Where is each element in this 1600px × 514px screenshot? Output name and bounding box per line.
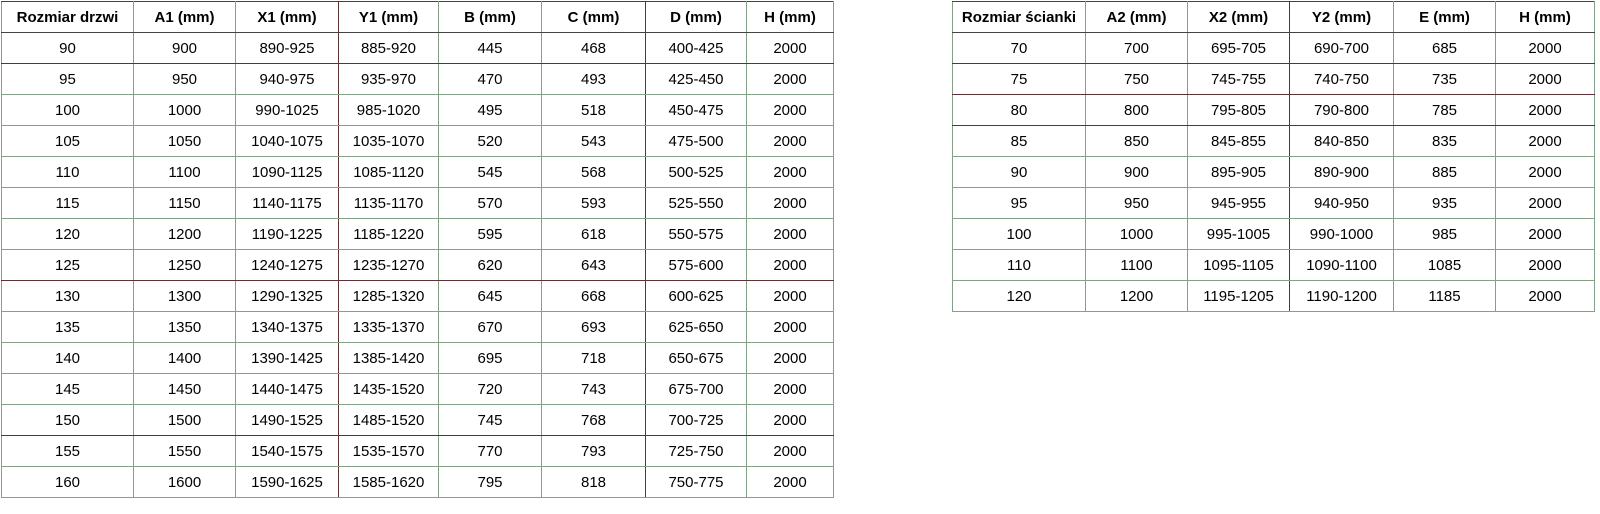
table-cell: 1240-1275 bbox=[236, 250, 339, 281]
table-cell: 990-1025 bbox=[236, 95, 339, 126]
table-cell: 90 bbox=[2, 33, 134, 64]
table-cell: 950 bbox=[134, 64, 236, 95]
table-cell: 2000 bbox=[747, 343, 834, 374]
table-cell: 1000 bbox=[1086, 219, 1188, 250]
table-cell: 1035-1070 bbox=[339, 126, 439, 157]
column-header: H (mm) bbox=[1496, 2, 1595, 33]
table-row bbox=[953, 95, 1595, 126]
table-cell: 2000 bbox=[1496, 157, 1595, 188]
table-cell: 735 bbox=[1394, 64, 1496, 95]
table-cell: 700-725 bbox=[646, 405, 747, 436]
table-row bbox=[953, 219, 1595, 250]
table-cell: 1185-1220 bbox=[339, 219, 439, 250]
table-cell: 695-705 bbox=[1188, 33, 1290, 64]
table-cell: 618 bbox=[542, 219, 646, 250]
table-cell: 1090-1125 bbox=[236, 157, 339, 188]
table-cell: 160 bbox=[2, 467, 134, 498]
table-cell: 2000 bbox=[747, 126, 834, 157]
table-cell: 110 bbox=[2, 157, 134, 188]
wall-size-table bbox=[952, 1, 1595, 312]
table-cell: 895-905 bbox=[1188, 157, 1290, 188]
table-cell: 575-600 bbox=[646, 250, 747, 281]
table-cell: 120 bbox=[2, 219, 134, 250]
table-cell: 2000 bbox=[747, 405, 834, 436]
table-cell: 495 bbox=[439, 95, 542, 126]
column-header: Rozmiar drzwi bbox=[2, 2, 134, 33]
table-cell: 1100 bbox=[1086, 250, 1188, 281]
column-header: C (mm) bbox=[542, 2, 646, 33]
column-header: B (mm) bbox=[439, 2, 542, 33]
table-row bbox=[2, 281, 834, 312]
table-cell: 790-800 bbox=[1290, 95, 1394, 126]
table-cell: 750 bbox=[1086, 64, 1188, 95]
table-cell: 525-550 bbox=[646, 188, 747, 219]
table-cell: 990-1000 bbox=[1290, 219, 1394, 250]
column-header: X2 (mm) bbox=[1188, 2, 1290, 33]
table-row bbox=[2, 188, 834, 219]
table-cell: 145 bbox=[2, 374, 134, 405]
table-row bbox=[2, 126, 834, 157]
table-row bbox=[2, 33, 834, 64]
table-cell: 1000 bbox=[134, 95, 236, 126]
table-cell: 475-500 bbox=[646, 126, 747, 157]
table-cell: 100 bbox=[953, 219, 1086, 250]
table-cell: 1235-1270 bbox=[339, 250, 439, 281]
table-cell: 1050 bbox=[134, 126, 236, 157]
table-cell: 645 bbox=[439, 281, 542, 312]
table-cell: 1195-1205 bbox=[1188, 281, 1290, 312]
table-cell: 115 bbox=[2, 188, 134, 219]
column-header: Y1 (mm) bbox=[339, 2, 439, 33]
table-cell: 1500 bbox=[134, 405, 236, 436]
table-cell: 100 bbox=[2, 95, 134, 126]
table-cell: 725-750 bbox=[646, 436, 747, 467]
table-cell: 110 bbox=[953, 250, 1086, 281]
column-header: E (mm) bbox=[1394, 2, 1496, 33]
table-cell: 1200 bbox=[134, 219, 236, 250]
table-cell: 568 bbox=[542, 157, 646, 188]
table-cell: 1250 bbox=[134, 250, 236, 281]
table-cell: 1100 bbox=[134, 157, 236, 188]
table-cell: 850 bbox=[1086, 126, 1188, 157]
table-cell: 543 bbox=[542, 126, 646, 157]
table-cell: 2000 bbox=[747, 64, 834, 95]
table-cell: 140 bbox=[2, 343, 134, 374]
table-cell: 518 bbox=[542, 95, 646, 126]
table-cell: 675-700 bbox=[646, 374, 747, 405]
table-cell: 685 bbox=[1394, 33, 1496, 64]
table-cell: 150 bbox=[2, 405, 134, 436]
table-cell: 2000 bbox=[1496, 126, 1595, 157]
table-cell: 720 bbox=[439, 374, 542, 405]
table-cell: 985 bbox=[1394, 219, 1496, 250]
table-cell: 770 bbox=[439, 436, 542, 467]
table-cell: 890-925 bbox=[236, 33, 339, 64]
table-cell: 1200 bbox=[1086, 281, 1188, 312]
table-cell: 1340-1375 bbox=[236, 312, 339, 343]
table-cell: 690-700 bbox=[1290, 33, 1394, 64]
table-cell: 600-625 bbox=[646, 281, 747, 312]
table-cell: 2000 bbox=[1496, 64, 1595, 95]
table-cell: 550-575 bbox=[646, 219, 747, 250]
table-cell: 1590-1625 bbox=[236, 467, 339, 498]
door-table-body bbox=[2, 33, 834, 498]
table-cell: 2000 bbox=[747, 250, 834, 281]
table-cell: 520 bbox=[439, 126, 542, 157]
door-size-table bbox=[1, 1, 834, 498]
table-cell: 985-1020 bbox=[339, 95, 439, 126]
table-cell: 1535-1570 bbox=[339, 436, 439, 467]
table-cell: 130 bbox=[2, 281, 134, 312]
table-cell: 935-970 bbox=[339, 64, 439, 95]
table-cell: 1090-1100 bbox=[1290, 250, 1394, 281]
table-cell: 1085-1120 bbox=[339, 157, 439, 188]
table-cell: 1350 bbox=[134, 312, 236, 343]
table-cell: 90 bbox=[953, 157, 1086, 188]
column-header: X1 (mm) bbox=[236, 2, 339, 33]
table-cell: 1390-1425 bbox=[236, 343, 339, 374]
table-cell: 845-855 bbox=[1188, 126, 1290, 157]
table-cell: 885-920 bbox=[339, 33, 439, 64]
table-cell: 1540-1575 bbox=[236, 436, 339, 467]
table-cell: 620 bbox=[439, 250, 542, 281]
table-cell: 1300 bbox=[134, 281, 236, 312]
table-cell: 2000 bbox=[747, 95, 834, 126]
column-header: Y2 (mm) bbox=[1290, 2, 1394, 33]
table-cell: 425-450 bbox=[646, 64, 747, 95]
table-cell: 693 bbox=[542, 312, 646, 343]
table-row bbox=[2, 312, 834, 343]
table-cell: 1400 bbox=[134, 343, 236, 374]
table-cell: 593 bbox=[542, 188, 646, 219]
column-header: D (mm) bbox=[646, 2, 747, 33]
table-cell: 1490-1525 bbox=[236, 405, 339, 436]
table-cell: 900 bbox=[1086, 157, 1188, 188]
table-cell: 85 bbox=[953, 126, 1086, 157]
table-cell: 795 bbox=[439, 467, 542, 498]
table-cell: 785 bbox=[1394, 95, 1496, 126]
table-cell: 740-750 bbox=[1290, 64, 1394, 95]
table-row bbox=[2, 219, 834, 250]
table-cell: 800 bbox=[1086, 95, 1188, 126]
table-cell: 570 bbox=[439, 188, 542, 219]
table-row bbox=[953, 64, 1595, 95]
door-table-header bbox=[2, 2, 834, 33]
column-header: H (mm) bbox=[747, 2, 834, 33]
table-cell: 1435-1520 bbox=[339, 374, 439, 405]
wall-table-header bbox=[953, 2, 1595, 33]
table-cell: 2000 bbox=[1496, 250, 1595, 281]
table-cell: 1140-1175 bbox=[236, 188, 339, 219]
table-row bbox=[2, 405, 834, 436]
table-row bbox=[2, 436, 834, 467]
table-row bbox=[2, 467, 834, 498]
table-cell: 768 bbox=[542, 405, 646, 436]
table-cell: 470 bbox=[439, 64, 542, 95]
table-cell: 75 bbox=[953, 64, 1086, 95]
table-cell: 1290-1325 bbox=[236, 281, 339, 312]
header-row bbox=[953, 2, 1595, 33]
table-cell: 1440-1475 bbox=[236, 374, 339, 405]
table-cell: 2000 bbox=[1496, 95, 1595, 126]
table-cell: 595 bbox=[439, 219, 542, 250]
table-cell: 2000 bbox=[747, 281, 834, 312]
table-cell: 545 bbox=[439, 157, 542, 188]
table-row bbox=[2, 250, 834, 281]
table-row bbox=[953, 33, 1595, 64]
table-cell: 105 bbox=[2, 126, 134, 157]
table-row bbox=[2, 95, 834, 126]
table-cell: 400-425 bbox=[646, 33, 747, 64]
table-row bbox=[953, 188, 1595, 219]
column-header: A2 (mm) bbox=[1086, 2, 1188, 33]
table-cell: 2000 bbox=[747, 436, 834, 467]
table-cell: 2000 bbox=[1496, 281, 1595, 312]
table-cell: 1285-1320 bbox=[339, 281, 439, 312]
table-row bbox=[953, 157, 1595, 188]
table-cell: 1190-1225 bbox=[236, 219, 339, 250]
table-cell: 1385-1420 bbox=[339, 343, 439, 374]
table-cell: 670 bbox=[439, 312, 542, 343]
table-row bbox=[953, 126, 1595, 157]
table-cell: 743 bbox=[542, 374, 646, 405]
table-cell: 750-775 bbox=[646, 467, 747, 498]
table-cell: 2000 bbox=[1496, 33, 1595, 64]
table-cell: 818 bbox=[542, 467, 646, 498]
table-row bbox=[2, 374, 834, 405]
table-cell: 500-525 bbox=[646, 157, 747, 188]
table-cell: 2000 bbox=[747, 188, 834, 219]
wall-table-body bbox=[953, 33, 1595, 312]
table-row bbox=[2, 157, 834, 188]
table-cell: 950 bbox=[1086, 188, 1188, 219]
table-cell: 643 bbox=[542, 250, 646, 281]
table-cell: 1085 bbox=[1394, 250, 1496, 281]
table-cell: 493 bbox=[542, 64, 646, 95]
table-cell: 1600 bbox=[134, 467, 236, 498]
table-cell: 840-850 bbox=[1290, 126, 1394, 157]
table-cell: 900 bbox=[134, 33, 236, 64]
table-cell: 795-805 bbox=[1188, 95, 1290, 126]
table-cell: 2000 bbox=[747, 467, 834, 498]
table-row bbox=[953, 281, 1595, 312]
table-cell: 718 bbox=[542, 343, 646, 374]
table-cell: 80 bbox=[953, 95, 1086, 126]
table-cell: 155 bbox=[2, 436, 134, 467]
table-cell: 468 bbox=[542, 33, 646, 64]
table-cell: 935 bbox=[1394, 188, 1496, 219]
table-cell: 2000 bbox=[1496, 188, 1595, 219]
column-header: A1 (mm) bbox=[134, 2, 236, 33]
table-cell: 135 bbox=[2, 312, 134, 343]
table-cell: 2000 bbox=[747, 312, 834, 343]
table-cell: 885 bbox=[1394, 157, 1496, 188]
table-cell: 2000 bbox=[747, 374, 834, 405]
table-cell: 793 bbox=[542, 436, 646, 467]
table-cell: 2000 bbox=[747, 33, 834, 64]
table-row bbox=[2, 64, 834, 95]
table-cell: 940-950 bbox=[1290, 188, 1394, 219]
table-cell: 940-975 bbox=[236, 64, 339, 95]
table-cell: 2000 bbox=[747, 219, 834, 250]
table-row bbox=[953, 250, 1595, 281]
table-cell: 1190-1200 bbox=[1290, 281, 1394, 312]
table-cell: 890-900 bbox=[1290, 157, 1394, 188]
table-cell: 995-1005 bbox=[1188, 219, 1290, 250]
table-cell: 120 bbox=[953, 281, 1086, 312]
table-cell: 125 bbox=[2, 250, 134, 281]
table-cell: 450-475 bbox=[646, 95, 747, 126]
table-cell: 1450 bbox=[134, 374, 236, 405]
table-cell: 1095-1105 bbox=[1188, 250, 1290, 281]
table-cell: 1135-1170 bbox=[339, 188, 439, 219]
table-cell: 745-755 bbox=[1188, 64, 1290, 95]
table-cell: 95 bbox=[953, 188, 1086, 219]
column-header: Rozmiar ścianki bbox=[953, 2, 1086, 33]
table-cell: 1550 bbox=[134, 436, 236, 467]
table-cell: 835 bbox=[1394, 126, 1496, 157]
table-cell: 1185 bbox=[1394, 281, 1496, 312]
table-cell: 668 bbox=[542, 281, 646, 312]
table-cell: 700 bbox=[1086, 33, 1188, 64]
table-cell: 2000 bbox=[747, 157, 834, 188]
table-cell: 1585-1620 bbox=[339, 467, 439, 498]
table-cell: 745 bbox=[439, 405, 542, 436]
table-cell: 1150 bbox=[134, 188, 236, 219]
table-cell: 70 bbox=[953, 33, 1086, 64]
table-row bbox=[2, 343, 834, 374]
table-cell: 695 bbox=[439, 343, 542, 374]
table-cell: 1485-1520 bbox=[339, 405, 439, 436]
table-cell: 625-650 bbox=[646, 312, 747, 343]
table-cell: 95 bbox=[2, 64, 134, 95]
table-cell: 1040-1075 bbox=[236, 126, 339, 157]
table-cell: 945-955 bbox=[1188, 188, 1290, 219]
table-cell: 650-675 bbox=[646, 343, 747, 374]
header-row bbox=[2, 2, 834, 33]
table-cell: 445 bbox=[439, 33, 542, 64]
table-cell: 1335-1370 bbox=[339, 312, 439, 343]
table-cell: 2000 bbox=[1496, 219, 1595, 250]
